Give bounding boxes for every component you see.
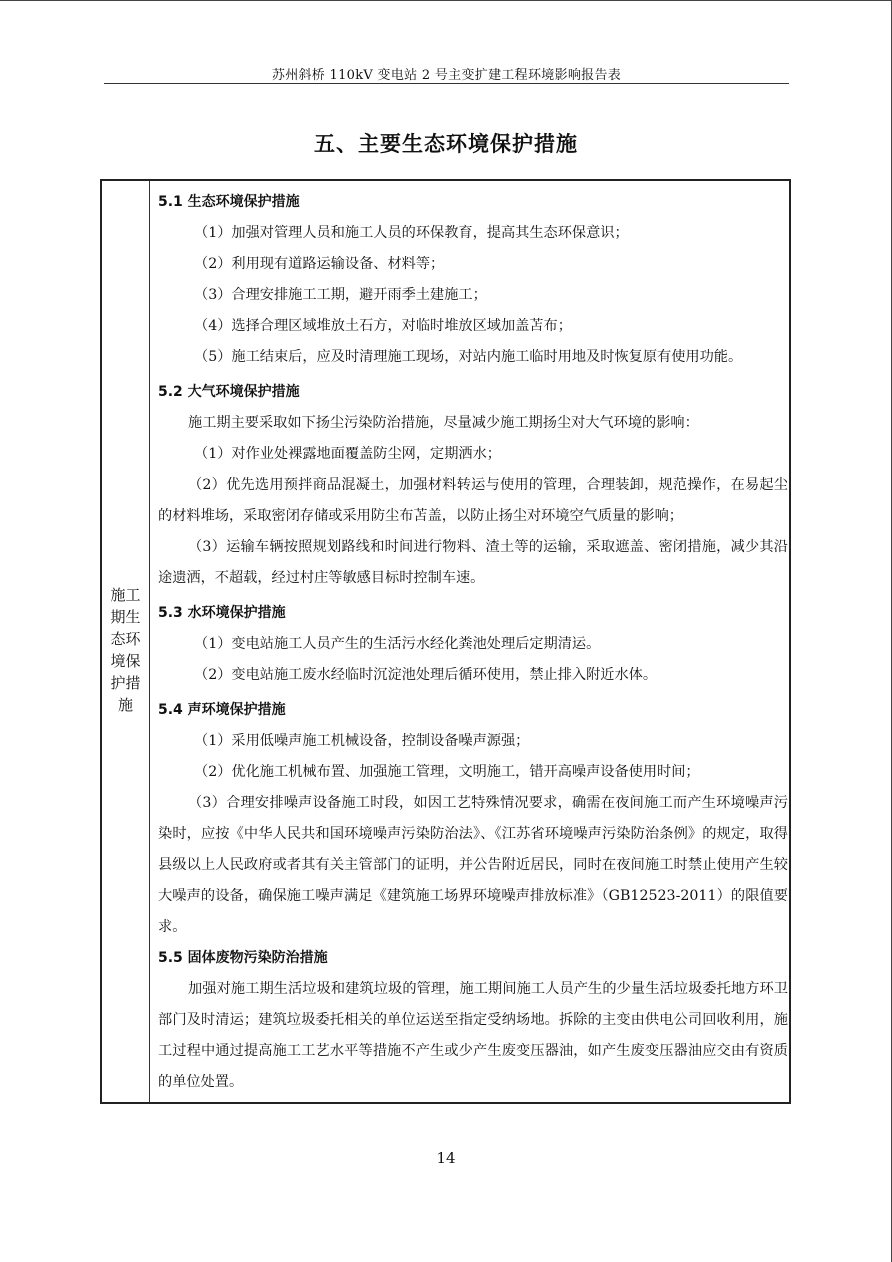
list-item: （1）采用低噪声施工机械设备，控制设备噪声源强； (194, 733, 530, 749)
row-label-line: 施工 (110, 586, 141, 604)
heading-solid-waste: 5.5 固体废物污染防治措施 (158, 950, 328, 966)
running-header: 苏州斜桥 110kV 变电站 2 号主变扩建工程环境影响报告表 (271, 68, 622, 83)
list-item: （1）加强对管理人员和施工人员的环保教育，提高其生态环保意识； (194, 225, 629, 241)
list-item: （4）选择合理区域堆放土石方，对临时堆放区域加盖苫布； (194, 318, 572, 334)
list-item: （3）合理安排施工工期，避开雨季土建施工； (194, 287, 487, 303)
list-item: （1）对作业处裸露地面覆盖防尘网，定期洒水； (194, 446, 501, 462)
row-label-construction-period (102, 584, 149, 716)
row-label-line: 护措 (110, 674, 141, 692)
row-label-line: 施 (117, 696, 133, 714)
paragraph: 加强对施工期生活垃圾和建筑垃圾的管理，施工期间施工人员产生的少量生活垃圾委托地方环卫部门及时清运；建筑垃圾委托相关的单位运送至指定受纳场地。拆除的主变由供电公司回收利用，施工过程中通过提高施工工艺水平等措施不产生或少产生废变压器油，如产生废变压器油应交由有资质的单位处置。 (158, 981, 788, 1090)
measures-content (158, 187, 788, 1098)
list-item: （2）优化施工机械布置、加强施工管理，文明施工，错开高噪声设备使用时间； (194, 764, 700, 780)
heading-atmospheric: 5.2 大气环境保护措施 (158, 384, 300, 400)
heading-water: 5.3 水环境保护措施 (158, 605, 286, 621)
list-item: （1）变电站施工人员产生的生活污水经化粪池处理后定期清运。 (194, 636, 601, 652)
list-item: （3）运输车辆按照规划路线和时间进行物料、渣土等的运输，采取遮盖、密闭措施，减少其沿途遗洒，不超载，经过村庄等敏感目标时控制车速。 (158, 539, 788, 586)
list-item: （2）优先选用预拌商品混凝土，加强材料转运与使用的管理，合理装卸，规范操作，在易起尘的材料堆场，采取密闭存储或采用防尘布苫盖，以防止扬尘对环境空气质量的影响； (158, 477, 788, 524)
measures-table (100, 179, 791, 1104)
list-item: （3）合理安排噪声设备施工时段，如因工艺特殊情况要求，确需在夜间施工而产生环境噪声污染时，应按《中华人民共和国环境噪声污染防治法》、《江苏省环境噪声污染防治条例》的规定，取得县级以上人民政府或者其有关主管部门的证明，并公告附近居民，同时在夜间施工时禁止使用产生较大噪声的设备，确保施工噪声满足《建筑施工场界环境噪声排放标准》（GB12523-2011）的限值要求。 (158, 795, 788, 935)
row-label-line: 期生 (110, 608, 141, 626)
list-item: （2）利用现有道路运输设备、材料等； (194, 256, 445, 272)
page-edge-top (0, 0, 891, 1)
heading-acoustic: 5.4 声环境保护措施 (158, 702, 286, 718)
heading-ecological: 5.1 生态环境保护措施 (158, 194, 300, 210)
row-label-line: 态环 (110, 630, 141, 648)
row-label-line: 境保 (110, 652, 141, 670)
list-item: （5）施工结束后，应及时清理施工现场，对站内施工临时用地及时恢复原有使用功能。 (194, 349, 743, 365)
header-rule (104, 83, 789, 84)
list-item: （2）变电站施工废水经临时沉淀池处理后循环使用，禁止排入附近水体。 (194, 667, 658, 683)
column-divider (149, 181, 150, 1102)
section-title: 五、主要生态环境保护措施 (314, 132, 578, 156)
page-number: 14 (436, 1149, 456, 1167)
intro-text: 施工期主要采取如下扬尘污染防治措施，尽量减少施工期扬尘对大气环境的影响： (188, 415, 699, 431)
